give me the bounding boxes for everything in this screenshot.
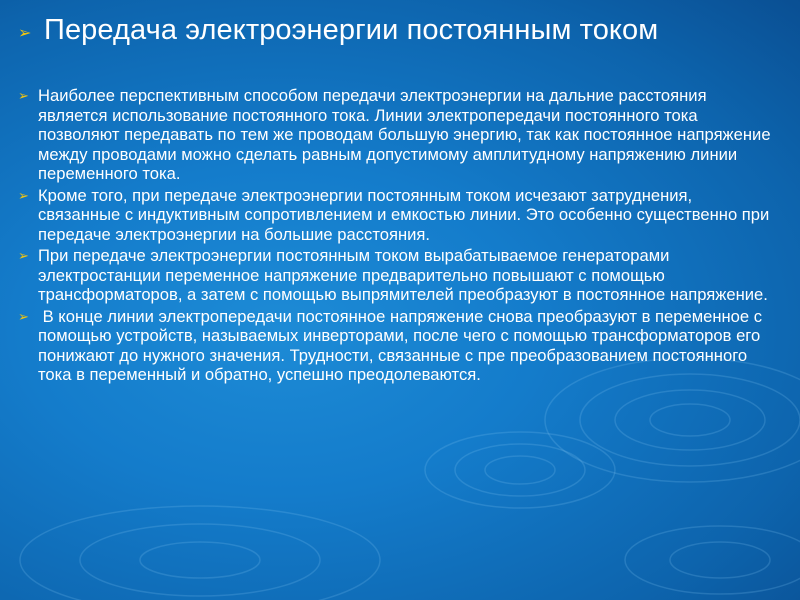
paragraph-text: Наиболее перспективным способом передачи электроэнергии на дальние расстояния является использование постоянного тока. Линии электропередачи постоянного тока позволяют передавать по тем же проводам большую энергию, так как постоянное напряжение между проводами можно сделать равным допустимому амплитудному напряжению линии переменного тока. [38, 86, 771, 183]
bullet-paragraph [18, 86, 778, 184]
bullet-paragraph [18, 186, 778, 245]
slide-body [18, 86, 778, 387]
paragraph-text: В конце линии электропередачи постоянное напряжение снова преобразуют в переменное с помощью устройств, называемых инверторами, после чего с помощью трансформаторов его понижают до нужного значения. Трудности, связанные с пре преобразованием постоянного тока в переменный и обратно, успешно преодолеваются. [38, 306, 767, 384]
arrow-bullet-icon: ➢ [18, 89, 29, 104]
paragraph-text: Кроме того, при передаче электроэнергии постоянным током исчезают затруднения, связанные с индуктивным сопротивлением и емкостью линии. Это особенно существенно при передаче электроэнергии на большие расстояния. [38, 185, 770, 244]
slide-title: Передача электроэнергии постоянным током [44, 14, 659, 46]
slide-title-row [18, 8, 788, 52]
arrow-bullet-icon: ➢ [18, 249, 29, 264]
arrow-bullet-icon: ➢ [18, 309, 29, 325]
paragraph-text: При передаче электроэнергии постоянным током вырабатываемое генераторами электростанции переменное напряжение предварительно повышают с помощью трансформаторов, а затем с помощью выпрямителей преобразуют в постоянное напряжение. [38, 246, 768, 304]
bullet-paragraph [18, 246, 778, 305]
bullet-paragraph [18, 307, 778, 385]
arrow-bullet-icon: ➢ [18, 188, 29, 204]
arrow-bullet-icon: ➢ [18, 22, 32, 42]
